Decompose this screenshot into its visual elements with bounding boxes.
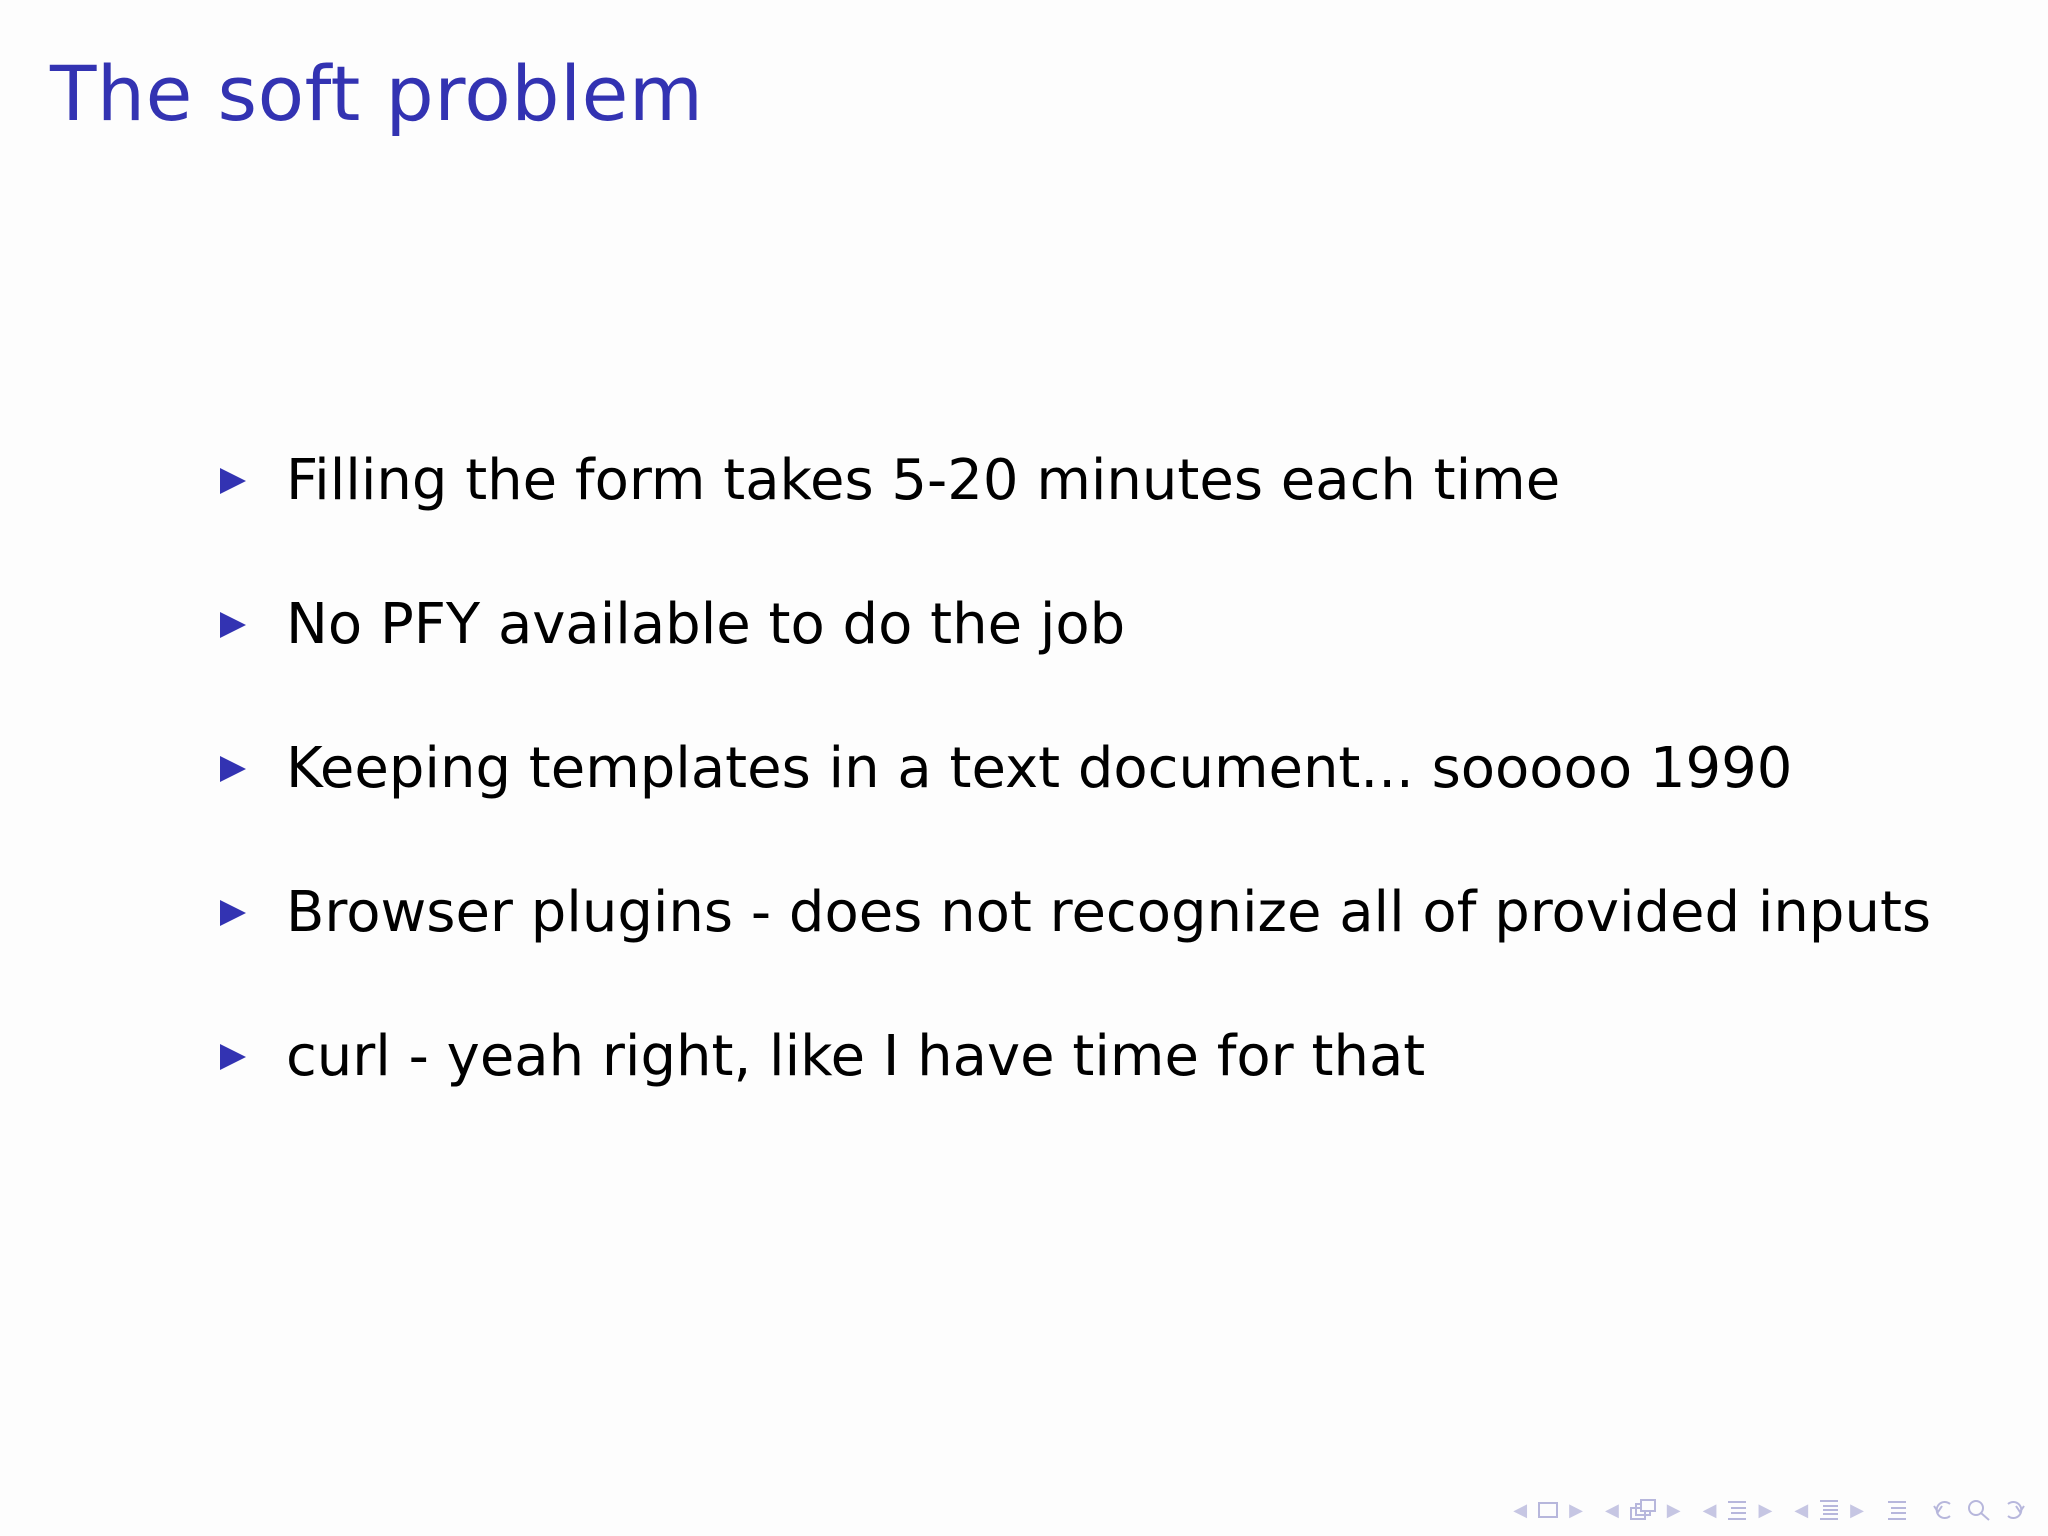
prev-subsection-icon[interactable]: ◀	[1604, 1499, 1619, 1521]
next-section-icon[interactable]: ▶	[1758, 1499, 1773, 1521]
appendix-nav-group	[1886, 1498, 1908, 1522]
triangle-bullet-icon	[220, 612, 246, 638]
triangle-bullet-icon	[220, 468, 246, 494]
prev-section-icon[interactable]: ◀	[1702, 1499, 1717, 1521]
triangle-bullet-icon	[220, 1044, 246, 1070]
triangle-bullet-icon	[220, 900, 246, 926]
subsection-icon[interactable]	[1629, 1498, 1657, 1522]
list-item	[220, 438, 1931, 582]
slide-title: The soft problem	[50, 49, 704, 138]
prev-frame-icon[interactable]: ◀	[1513, 1499, 1528, 1521]
next-slide-icon[interactable]: ▶	[1850, 1499, 1864, 1521]
bullet-text: No PFY available to do the job	[286, 592, 1126, 657]
bullet-text: Browser plugins - does not recognize all of provided inputs	[286, 880, 1932, 945]
next-frame-icon[interactable]: ▶	[1569, 1499, 1583, 1521]
frame-nav-group	[1513, 1500, 1583, 1521]
search-icon[interactable]	[1966, 1498, 1992, 1522]
back-icon[interactable]	[1930, 1498, 1956, 1522]
bullet-text: Keeping templates in a text document... sooooo 1990	[286, 736, 1793, 801]
prev-slide-icon[interactable]: ◀	[1794, 1499, 1809, 1521]
list-item	[220, 726, 1931, 870]
list-item	[220, 582, 1931, 726]
list-item	[220, 1014, 1931, 1158]
bullet-list	[220, 438, 1931, 1158]
appendix-icon[interactable]	[1886, 1498, 1908, 1522]
section-nav-group	[1703, 1498, 1773, 1522]
slide-nav-group	[1794, 1498, 1864, 1522]
forward-icon[interactable]	[2002, 1498, 2028, 1522]
next-subsection-icon[interactable]: ▶	[1666, 1499, 1681, 1521]
beamer-navigation-bar	[1513, 1498, 2028, 1522]
frame-icon[interactable]	[1537, 1501, 1559, 1519]
triangle-bullet-icon	[220, 756, 246, 782]
history-nav-group	[1930, 1498, 2028, 1522]
bullet-text: Filling the form takes 5-20 minutes each time	[286, 448, 1561, 513]
list-item	[220, 870, 1931, 1014]
subsection-nav-group	[1605, 1498, 1681, 1522]
slide-icon[interactable]	[1818, 1498, 1840, 1522]
bullet-text: curl - yeah right, like I have time for that	[286, 1024, 1426, 1089]
section-icon[interactable]	[1726, 1498, 1748, 1522]
